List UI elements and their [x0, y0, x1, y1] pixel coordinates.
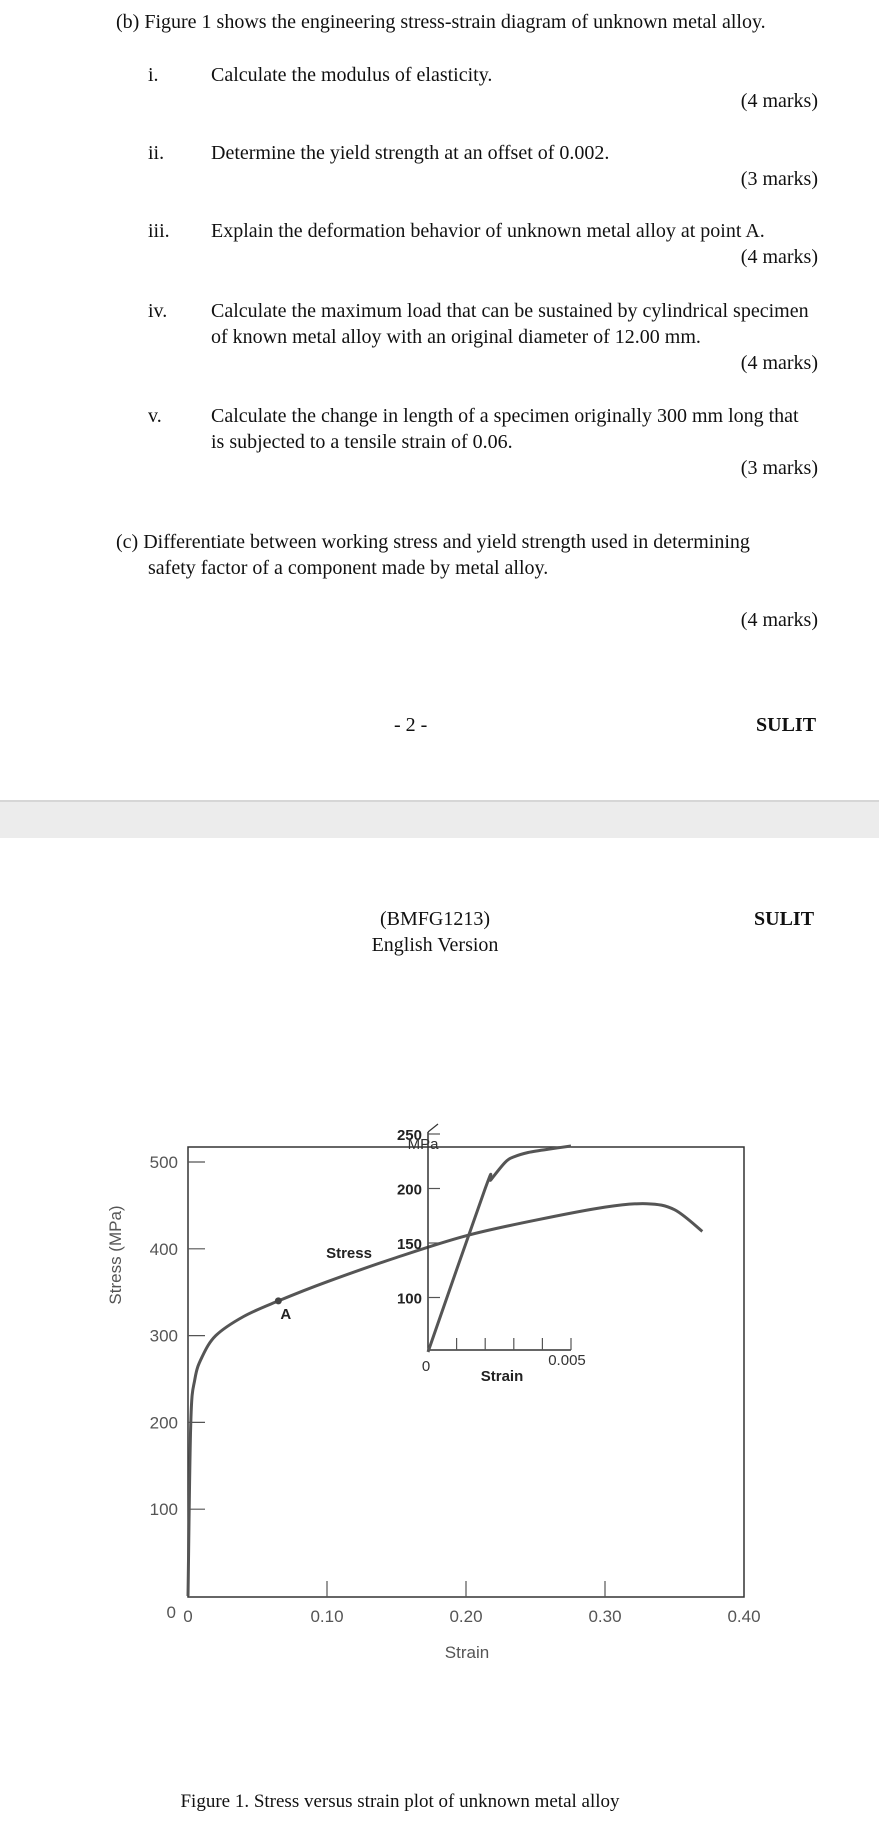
inset-x-tick-label: 0 [421, 1358, 431, 1375]
question-text: Explain the deformation behavior of unknown metal alloy at point A. [211, 220, 765, 242]
y-tick-label: 0 [166, 1603, 176, 1622]
x-tick-label: 0.10 [310, 1607, 344, 1626]
x-tick-label: 0.20 [449, 1607, 483, 1626]
question-number: i. [148, 64, 159, 86]
inset-x-tick-label: 0.005 [548, 1352, 586, 1369]
question-number: ii. [148, 142, 165, 164]
inset-y-unit: MPa [407, 1136, 439, 1153]
point-a-marker [275, 1297, 282, 1304]
stress-strain-figure [0, 838, 879, 1834]
x-tick-label: 0.40 [727, 1607, 761, 1626]
question-number: iv. [148, 300, 168, 322]
sulit-label: SULIT [754, 908, 815, 930]
x-axis-label: Strain [444, 1643, 490, 1662]
page-number: - 2 - [394, 714, 428, 736]
question-text: Determine the yield strength at an offset of 0.002. [211, 142, 610, 164]
inset-y-tick-label: 100 [396, 1290, 422, 1308]
inset-y-tick-label: 200 [396, 1181, 422, 1199]
y-tick-label: 200 [149, 1413, 178, 1433]
y-tick-label: 500 [149, 1153, 178, 1172]
x-tick-label: 0.30 [588, 1607, 622, 1626]
exam-page-1 [0, 0, 879, 800]
page-separator [0, 800, 879, 838]
stress-strain-curve [188, 1204, 702, 1596]
part-c-marks: (4 marks) [740, 609, 818, 631]
question-marks: (4 marks) [740, 352, 818, 374]
exam-page-2 [0, 838, 879, 1834]
question-number: iii. [148, 220, 170, 242]
version-label: English Version [371, 934, 499, 956]
y-tick-label: 100 [149, 1500, 178, 1520]
inset-y-axis-cap [428, 1124, 438, 1132]
inset-y-tick-label: 150 [396, 1236, 422, 1253]
point-a-label: A [280, 1305, 292, 1323]
question-text: Calculate the modulus of elasticity. [211, 64, 493, 86]
x-tick-label: 0 [183, 1607, 193, 1626]
inset-y-label: Stress [326, 1245, 372, 1262]
part-c-line-2: safety factor of a component made by metal alloy. [148, 557, 549, 579]
question-marks: (3 marks) [740, 168, 818, 190]
question-text: Calculate the change in length of a specimen originally 300 mm long that is subjected to a tensile strain of 0.06. [211, 405, 799, 453]
question-marks: (3 marks) [740, 457, 818, 479]
question-text: Calculate the maximum load that can be sustained by cylindrical specimen of known metal alloy with an original diameter of 12.00 mm. [211, 300, 809, 348]
inset-curve [428, 1146, 571, 1352]
y-axis-label: Stress (MPa) [106, 1205, 125, 1305]
sulit-label: SULIT [756, 714, 817, 736]
question-marks: (4 marks) [740, 90, 818, 112]
y-tick-label: 300 [149, 1326, 178, 1346]
part-c-line-1: (c) Differentiate between working stress and yield strength used in determining [116, 531, 750, 553]
part-b-intro: (b) Figure 1 shows the engineering stress-strain diagram of unknown metal alloy. [116, 11, 766, 33]
question-marks: (4 marks) [740, 246, 818, 268]
figure-caption: Figure 1. Stress versus strain plot of unknown metal alloy [180, 1791, 620, 1812]
plot-frame [188, 1147, 744, 1597]
question-number: v. [148, 405, 162, 427]
inset-y-tick-label: 250 [396, 1127, 422, 1144]
y-tick-label: 400 [149, 1239, 178, 1259]
inset-x-label: Strain [480, 1368, 524, 1385]
course-code: (BMFG1213) [379, 908, 490, 930]
